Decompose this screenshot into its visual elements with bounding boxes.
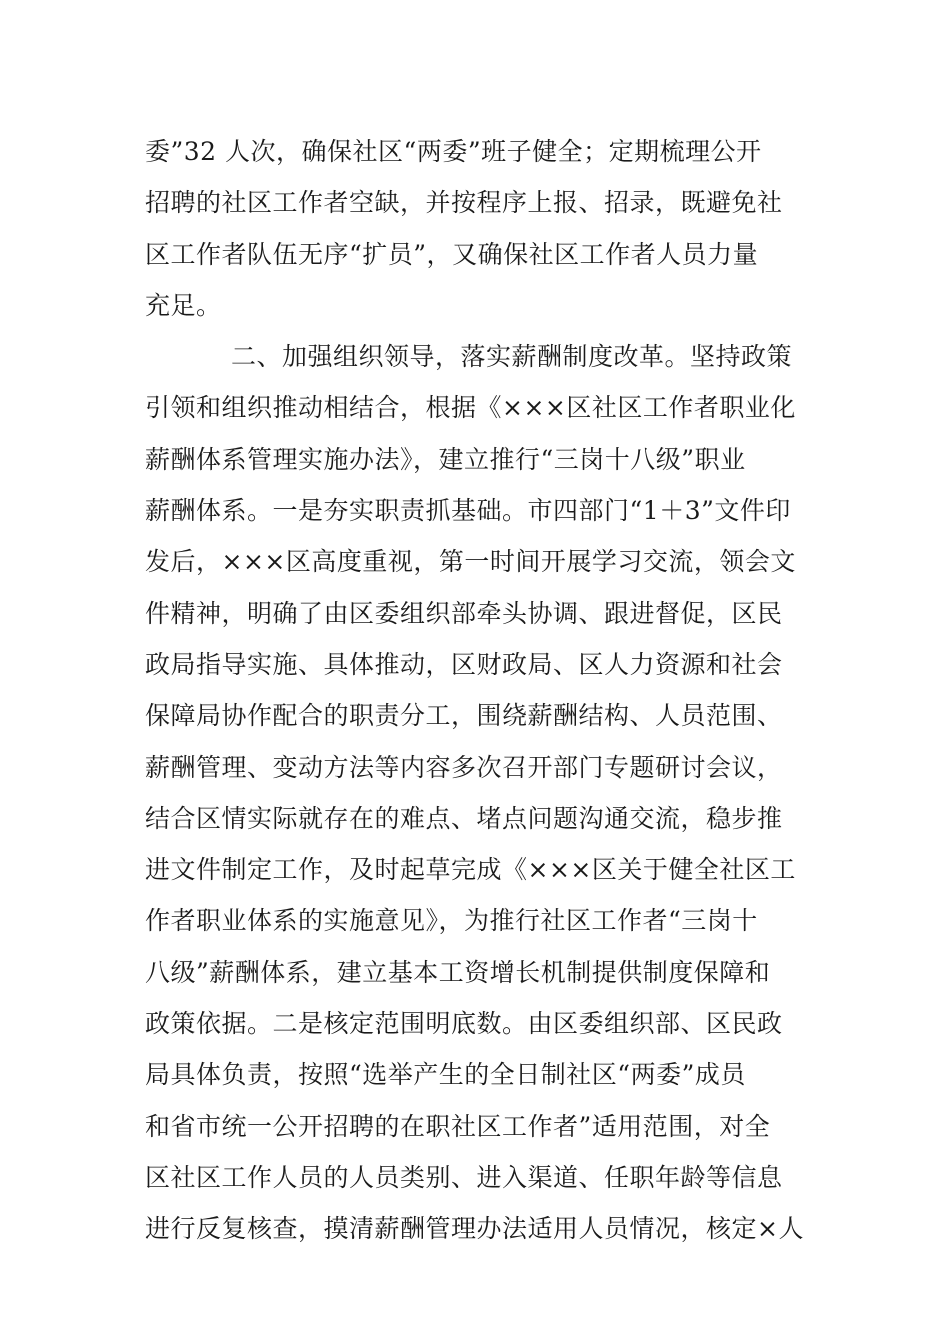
section-heading-line: 二、加强组织领导，落实薪酬制度改革。坚持政策: [231, 342, 793, 372]
text-line: 发后，×××区高度重视，第一时间开展学习交流，领会文: [145, 547, 796, 577]
text-line: 薪酬体系管理实施办法》，建立推行“三岗十八级”职业: [145, 444, 746, 474]
text-line: 八级”薪酬体系，建立基本工资增长机制提供制度保障和: [145, 957, 771, 987]
text-line: 件精神，明确了由区委组织部牵头协调、跟进督促，区民: [145, 598, 783, 628]
text-line: 局具体负责，按照“选举产生的全日制社区“两委”成员: [145, 1060, 746, 1090]
text-line: 引领和组织推动相结合，根据《×××区社区工作者职业化: [145, 393, 796, 423]
text-line: 薪酬管理、变动方法等内容多次召开部门专题研讨会议，: [145, 752, 783, 782]
text-line: 进文件制定工作，及时起草完成《×××区关于健全社区工: [145, 855, 796, 885]
text-line: 进行反复核查，摸清薪酬管理办法适用人员情况，核定×人: [145, 1214, 804, 1244]
text-line: 区社区工作人员的人员类别、进入渠道、任职年龄等信息: [145, 1162, 783, 1192]
text-line: 政策依据。二是核定范围明底数。由区委组织部、区民政: [145, 1009, 783, 1039]
text-line: 保障局协作配合的职责分工，围绕薪酬结构、人员范围、: [145, 701, 783, 731]
text-line: 结合区情实际就存在的难点、堵点问题沟通交流，稳步推: [145, 803, 783, 833]
text-line: 薪酬体系。一是夯实职责抓基础。市四部门“1＋3”文件印: [145, 496, 791, 526]
text-line: 和省市统一公开招聘的在职社区工作者”适用范围，对全: [145, 1111, 771, 1141]
text-line: 作者职业体系的实施意见》，为推行社区工作者“三岗十: [145, 906, 758, 936]
text-line: 委”32 人次，确保社区“两委”班子健全；定期梳理公开: [145, 137, 762, 166]
body-text: [145, 126, 815, 1255]
text-line: 招聘的社区工作者空缺，并按程序上报、招录，既避免社: [145, 188, 783, 218]
text-line: 区工作者队伍无序“扩员”，又确保社区工作者人员力量: [145, 239, 759, 269]
text-line: 政局指导实施、具体推动，区财政局、区人力资源和社会: [145, 649, 783, 679]
text-line: 充足。: [145, 290, 222, 320]
